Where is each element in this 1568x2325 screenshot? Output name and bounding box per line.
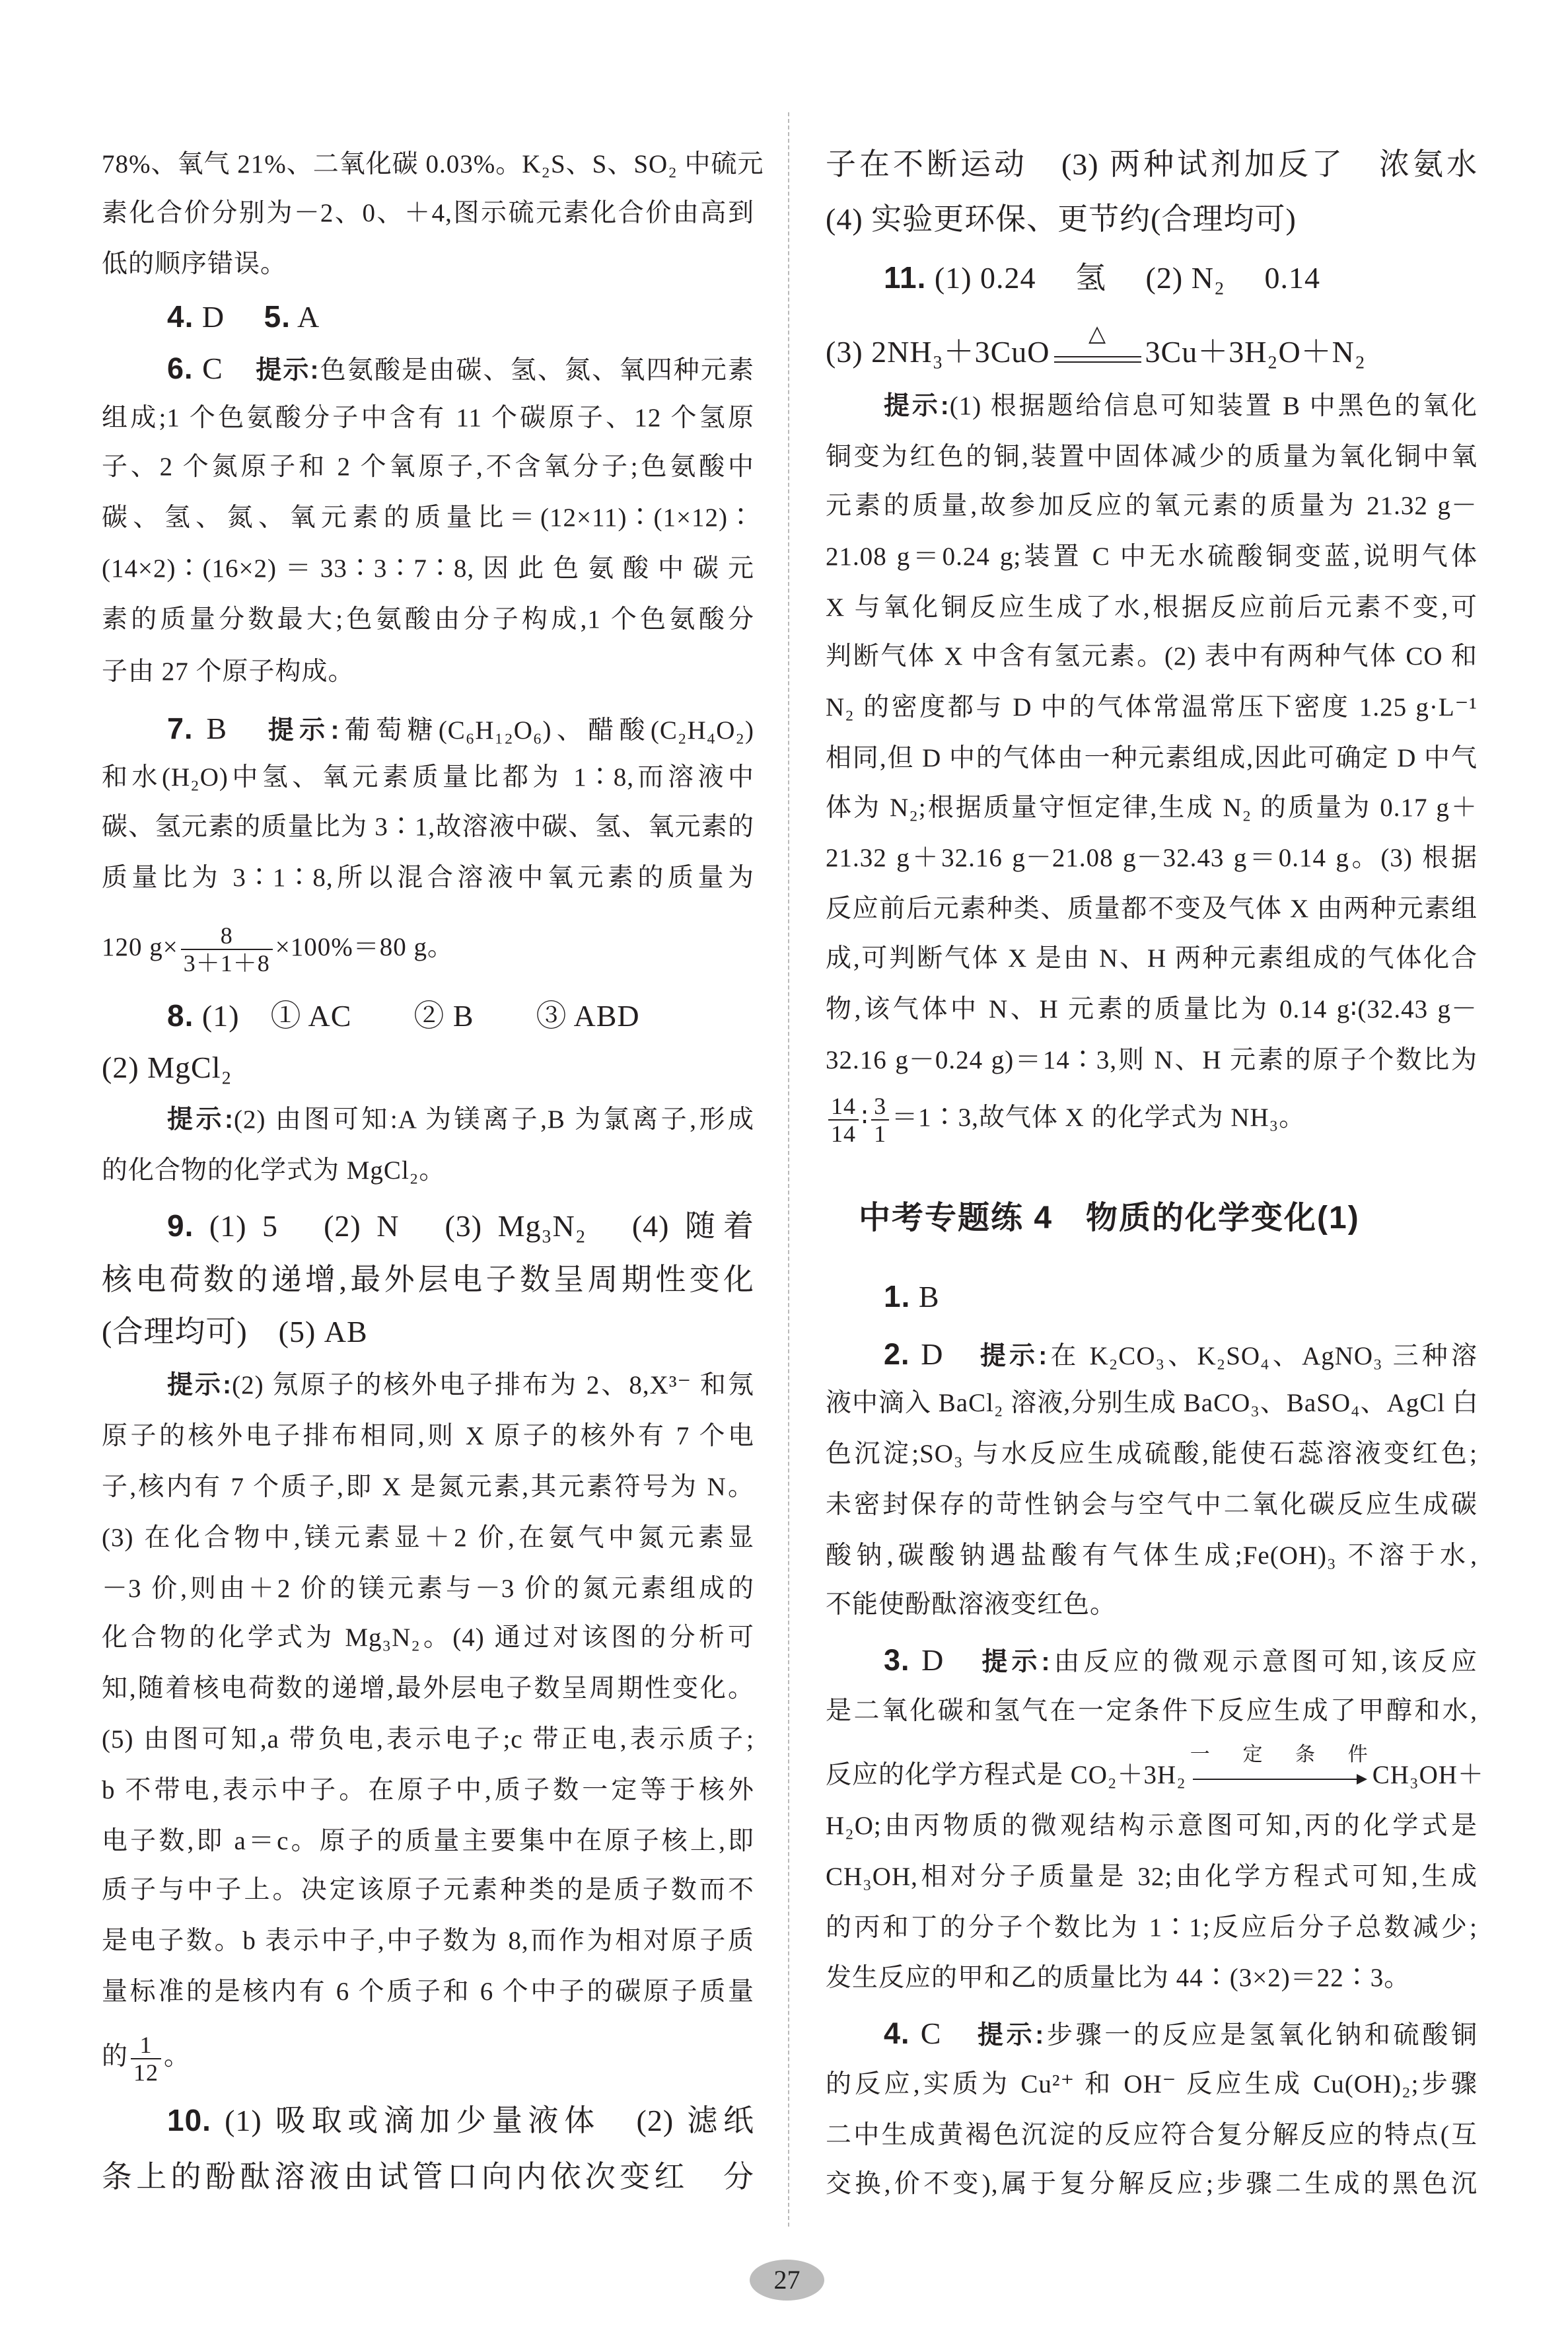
text-line xyxy=(884,256,1478,299)
text-line xyxy=(826,1382,1478,1424)
text-run: 的化合物的化学式为 MgCl₂。 xyxy=(102,1156,446,1185)
text-run: N₂ 的密度都与 D 中的气体常温常压下密度 1.25 g·L⁻¹ xyxy=(826,693,1478,721)
text-run: 反应前后元素种类、质量都不变及气体 X 由两种元素组 xyxy=(826,895,1478,923)
question-number: 9. xyxy=(167,1208,194,1243)
reaction-arrow xyxy=(1190,1744,1369,1790)
fraction-numerator: 14 xyxy=(831,1093,856,1119)
text-run: CH₃OH＋ xyxy=(1372,1761,1484,1789)
text-run: 质量比为 3∶1∶8,所以混合溶液中氧元素的质量为 xyxy=(102,864,754,892)
text-line xyxy=(102,1259,754,1301)
text-line xyxy=(826,1039,1478,1082)
text-run: 的 xyxy=(102,2042,129,2071)
text-run: 色氨酸是由碳、氢、氮、氧四种元素 xyxy=(319,356,754,385)
text-line xyxy=(102,1047,754,1089)
text-run: 成,可判断气体 X 是由 N、H 两种元素组成的气体化合 xyxy=(826,944,1478,973)
text-run: X 与氧化铜反应生成了水,根据反应前后元素不变,可 xyxy=(826,593,1478,622)
question-number: 7. xyxy=(167,712,194,745)
text-line xyxy=(167,348,754,390)
text-line xyxy=(884,385,1478,427)
text-run: 21.32 g＋32.16 g－21.08 g－32.43 g＝0.14 g。(3) 根据 xyxy=(826,844,1478,872)
text-line xyxy=(102,857,754,899)
text-line xyxy=(884,2012,1478,2055)
reaction-condition: 一定条件 xyxy=(1190,1744,1369,1766)
text-line xyxy=(826,988,1478,1031)
question-number: 4. xyxy=(884,2016,910,2050)
text-run: 反应的化学方程式是 CO₂＋3H₂ xyxy=(826,1761,1186,1789)
text-run: 的丙和丁的分子个数比为 1∶1;反应后分子总数减少; xyxy=(826,1913,1478,1942)
text-line xyxy=(167,708,754,750)
hint-label: 提示: xyxy=(977,2021,1045,2049)
text-line xyxy=(102,2032,754,2086)
text-run: 由反应的微观示意图可知,该反应 xyxy=(1050,1648,1478,1676)
text-line xyxy=(826,837,1478,879)
text-run: 是二氧化碳和氢气在一定条件下反应生成了甲醇和水, xyxy=(826,1697,1478,1725)
text-line xyxy=(102,1568,754,1610)
answer-text: B xyxy=(193,712,268,745)
text-line xyxy=(826,787,1478,829)
text-line xyxy=(826,322,1478,373)
text-line xyxy=(826,436,1478,478)
heating-symbol: △ xyxy=(1088,322,1107,347)
column-divider xyxy=(788,112,789,2227)
text-run: 78%、氧气 21%、二氧化碳 0.03%。K₂S、S、SO₂ 中硫元 xyxy=(102,150,764,178)
question-number: 3. xyxy=(884,1643,910,1677)
text-run: 子由 27 个原子构成。 xyxy=(102,657,355,686)
text-line xyxy=(826,1433,1478,1475)
text-line xyxy=(102,651,754,693)
fraction xyxy=(828,1093,859,1147)
text-run: －3 价,则由＋2 价的镁元素与－3 价的氮元素组成的 xyxy=(102,1574,754,1603)
text-run: 交换,价不变),属于复分解反应;步骤二生成的黑色沉 xyxy=(826,2170,1478,2198)
text-line xyxy=(884,1275,1478,1317)
text-run: 素化合价分别为－2、0、＋4,图示硫元素化合价由高到 xyxy=(102,199,754,227)
text-run: 原子的核外电子排布相同,则 X 原子的核外有 7 个电 xyxy=(102,1422,754,1450)
text-line xyxy=(826,1690,1478,1732)
hint-label: 提示: xyxy=(256,356,320,385)
text-line xyxy=(826,888,1478,930)
answer-text: 子在不断运动 (3) 两种试剂加反了 浓氨水 xyxy=(826,147,1478,181)
answer-text: (2) MgCl₂ xyxy=(102,1051,232,1084)
text-run: 步骤一的反应是氢氧化钠和硫酸铜 xyxy=(1044,2021,1478,2049)
text-run: 发生反应的甲和乙的质量比为 44∶(3×2)＝22∶3。 xyxy=(826,1964,1411,1992)
text-line xyxy=(102,757,754,799)
text-line xyxy=(826,143,1478,186)
page-number: 27 xyxy=(750,2260,824,2301)
answer-text: B xyxy=(910,1280,940,1313)
question-number: 11. xyxy=(884,260,927,295)
answer-text: (3) 2NH₃＋3CuO xyxy=(826,335,1050,369)
hint-label: 提示: xyxy=(167,1371,232,1399)
text-line xyxy=(167,2099,754,2141)
text-run: 相同,但 D 中的气体由一种元素组成,因此可确定 D 中气 xyxy=(826,744,1478,772)
text-line xyxy=(826,938,1478,980)
question-number: 5. xyxy=(264,299,291,334)
answer-text: C xyxy=(909,2016,978,2050)
text-line xyxy=(102,397,754,439)
text-line xyxy=(102,143,764,186)
fraction xyxy=(871,1093,889,1147)
fraction-numerator: 1 xyxy=(139,2032,153,2058)
text-run: 素的质量分数最大;色氨酸由分子构成,1 个色氨酸分 xyxy=(102,605,754,634)
answer-text: 条上的酚酞溶液由试管口向内依次变红 分 xyxy=(102,2160,754,2194)
fraction-denominator: 1 xyxy=(871,1119,889,1147)
question-number: 1. xyxy=(884,1279,911,1313)
text-run: 酸钠,碳酸钠遇盐酸有气体生成;Fe(OH)₃ 不溶于水, xyxy=(826,1541,1478,1570)
fraction-numerator: 3 xyxy=(874,1093,887,1119)
text-line xyxy=(884,1639,1478,1681)
text-run: 铜变为红色的铜,装置中固体减少的质量为氧化铜中氧 xyxy=(826,443,1478,471)
hint-label: 提示: xyxy=(980,1342,1048,1370)
text-run: 32.16 g－0.24 g)＝14∶3,则 N、H 元素的原子个数比为 xyxy=(826,1046,1478,1074)
text-run: 葡萄糖(C₆H₁₂O₆)、醋酸(C₂H₄O₂) xyxy=(339,716,754,745)
text-line xyxy=(884,1333,1478,1376)
answer-text: A xyxy=(290,300,320,334)
text-run: 子、2 个氮原子和 2 个氧原子,不含氧分子;色氨酸中 xyxy=(102,453,754,481)
reaction-equals-heating xyxy=(1051,322,1144,368)
text-line xyxy=(826,1584,1478,1626)
text-run: 电子数,即 a＝c。原子的质量主要集中在原子核上,即 xyxy=(102,1827,754,1855)
text-run: 是电子数。b 表示中子,中子数为 8,而作为相对原子质 xyxy=(102,1927,754,1955)
text-run: 碳、氢元素的质量比为 3∶1,故溶液中碳、氢、氧元素的 xyxy=(102,813,754,841)
text-line xyxy=(102,497,754,539)
answer-text: (1) 0.24 氢 (2) N₂ 0.14 xyxy=(926,261,1320,295)
text-line xyxy=(826,2163,1478,2205)
text-line xyxy=(826,1957,1478,1999)
hint-label: 提示: xyxy=(267,716,340,745)
text-line xyxy=(102,1718,754,1761)
text-line xyxy=(167,1099,754,1141)
text-run: 二中生成黄褐色沉淀的反应符合复分解反应的特点(互 xyxy=(826,2121,1478,2149)
text-run: 判断气体 X 中含有氢元素。(2) 表中有两种气体 CO 和 xyxy=(826,642,1478,671)
text-line xyxy=(826,737,1478,780)
text-run: 体为 N₂;根据质量守恒定律,生成 N₂ 的质量为 0.17 g＋ xyxy=(826,793,1478,822)
answer-text: (合理均可) (5) AB xyxy=(102,1315,368,1348)
text-line xyxy=(826,636,1478,678)
text-line xyxy=(167,1204,754,1247)
text-line xyxy=(167,994,754,1037)
fraction xyxy=(181,922,273,977)
text-run: 元素的质量,故参加反应的氧元素的质量为 21.32 g－ xyxy=(826,492,1478,520)
text-run: 的反应,实质为 Cu²⁺ 和 OH⁻ 反应生成 Cu(OH)₂;步骤 xyxy=(826,2070,1478,2098)
text-line xyxy=(102,1920,754,1962)
text-line xyxy=(167,1364,754,1407)
answer-text: D xyxy=(909,1643,982,1677)
text-line xyxy=(826,485,1478,527)
question-number: 2. xyxy=(884,1337,910,1371)
answer-text: 3Cu＋3H₂O＋N₂ xyxy=(1145,335,1366,369)
text-line xyxy=(102,806,754,848)
text-line xyxy=(826,1805,1478,1847)
text-run: 120 g× xyxy=(102,932,178,961)
fraction-denominator: 14 xyxy=(828,1119,859,1147)
text-run: 质子与中子上。决定该原子元素种类的是质子数而不 xyxy=(102,1876,754,1904)
arrow-line xyxy=(1193,1779,1359,1780)
text-run: (3) 在化合物中,镁元素显＋2 价,在氨气中氮元素显 xyxy=(102,1524,754,1552)
text-line xyxy=(102,548,754,590)
hint-label: 提示: xyxy=(884,392,950,420)
text-run: 。 xyxy=(164,2042,191,2071)
text-run: 碳、氢、氮、氧元素的质量比＝(12×11)∶(1×12)∶ xyxy=(102,503,754,532)
question-number: 6. xyxy=(167,351,194,385)
text-line xyxy=(826,536,1478,578)
text-line xyxy=(826,198,1478,240)
text-line xyxy=(826,1535,1478,1577)
text-line xyxy=(102,922,754,977)
text-line xyxy=(102,1820,754,1863)
text-line xyxy=(826,686,1478,729)
text-run: (2) 由图可知:A 为镁离子,B 为氯离子,形成 xyxy=(234,1105,754,1134)
hint-label: 提示: xyxy=(981,1648,1051,1676)
text-line xyxy=(826,1907,1478,1949)
text-line xyxy=(102,1668,754,1710)
text-run: 未密封保存的苛性钠会与空气中二氧化碳反应生成碳 xyxy=(826,1491,1478,1519)
text-run: H₂O;由丙物质的微观结构示意图可知,丙的化学式是 xyxy=(826,1812,1478,1840)
text-line xyxy=(826,2114,1478,2157)
text-run: 子,核内有 7 个质子,即 X 是氮元素,其元素符号为 N。 xyxy=(102,1473,754,1501)
text-run: 量标准的是核内有 6 个质子和 6 个中子的碳原子质量 xyxy=(102,1977,754,2006)
section-heading: 中考专题练 4 物质的化学变化(1) xyxy=(859,1200,1360,1236)
text-run: 和水(H₂O)中氢、氧元素质量比都为 1∶8,而溶液中 xyxy=(102,763,754,792)
text-line xyxy=(826,2063,1478,2106)
answer-text: D xyxy=(909,1337,980,1371)
fraction-numerator: 8 xyxy=(220,922,233,949)
answer-text: (4) 实验更环保、更节约(合理均可) xyxy=(826,202,1297,236)
text-run: (14×2)∶(16×2)＝33∶3∶7∶8,因此色氨酸中碳元 xyxy=(102,554,754,583)
text-line xyxy=(102,1869,754,1911)
answer-text: (1) 吸取或滴加少量液体 (2) 滤纸 xyxy=(211,2104,754,2137)
text-run: ×100%＝80 g。 xyxy=(275,932,454,961)
text-line xyxy=(826,1093,1478,1147)
text-line xyxy=(826,587,1478,629)
text-run: (2) 氖原子的核外电子排布为 2、8,X³⁻ 和氖 xyxy=(232,1371,754,1399)
fraction xyxy=(131,2032,161,2086)
text-run: (1) 根据题给信息可知装置 B 中黑色的氧化 xyxy=(949,392,1478,420)
arrow-head-icon xyxy=(1357,1774,1367,1785)
text-line xyxy=(102,1466,754,1508)
text-line xyxy=(102,1517,754,1559)
text-run: 物,该气体中 N、H 元素的质量比为 0.14 g∶(32.43 g－ xyxy=(826,995,1478,1023)
text-run: 低的顺序错误。 xyxy=(102,250,287,278)
text-run: 组成;1 个色氨酸分子中含有 11 个碳原子、12 个氢原 xyxy=(102,404,754,432)
answer-text: D xyxy=(194,300,264,334)
text-run: 色沉淀;SO₃ 与水反应生成硫酸,能使石蕊溶液变红色; xyxy=(826,1440,1478,1468)
text-line xyxy=(102,1617,754,1659)
answer-text: 核电荷数的递增,最外层电子数呈周期性变化 xyxy=(102,1263,754,1296)
text-run: (5) 由图可知,a 带负电,表示电子;c 带正电,表示质子; xyxy=(102,1725,754,1753)
text-line xyxy=(167,295,754,338)
text-line xyxy=(102,1150,754,1192)
answer-text: (1) 5 (2) N (3) Mg₃N₂ (4) 随着 xyxy=(194,1209,754,1243)
text-run: 液中滴入 BaCl₂ 溶液,分别生成 BaCO₃、BaSO₄、AgCl 白 xyxy=(826,1389,1479,1417)
fraction-denominator: 12 xyxy=(131,2058,161,2086)
text-line xyxy=(102,446,754,488)
text-line xyxy=(102,1971,754,2013)
text-run: CH₃OH,相对分子质量是 32;由化学方程式可知,生成 xyxy=(826,1863,1478,1891)
text-line xyxy=(102,1415,754,1458)
text-line xyxy=(826,1484,1478,1526)
text-line xyxy=(102,243,754,285)
answer-text: C xyxy=(193,351,256,385)
question-number: 8. xyxy=(167,998,194,1033)
text-run: 在 K₂CO₃、K₂SO₄、AgNO₃ 三种溶 xyxy=(1048,1342,1478,1370)
text-run: 21.08 g＝0.24 g;装置 C 中无水硫酸铜变蓝,说明气体 xyxy=(826,542,1478,571)
text-line xyxy=(102,1769,754,1812)
text-run: ＝1∶3,故气体 X 的化学式为 NH₃。 xyxy=(892,1103,1306,1132)
fraction-denominator: 3＋1＋8 xyxy=(181,949,273,977)
question-number: 4. xyxy=(167,299,194,334)
text-line xyxy=(826,1856,1478,1898)
text-run: b 不带电,表示中子。在原子中,质子数一定等于核外 xyxy=(102,1776,754,1804)
text-run: 不能使酚酞溶液变红色。 xyxy=(826,1590,1117,1619)
hint-label: 提示: xyxy=(167,1105,234,1134)
text-line xyxy=(102,1311,754,1353)
double-line xyxy=(1054,356,1141,363)
answer-text: (1) ① AC ② B ③ ABD xyxy=(194,999,640,1033)
text-run: ∶ xyxy=(861,1103,869,1132)
text-line xyxy=(102,192,754,235)
question-number: 10. xyxy=(167,2103,211,2137)
text-run: 化合物的化学式为 Mg₃N₂。(4) 通过对该图的分析可 xyxy=(102,1623,754,1652)
text-line xyxy=(102,599,754,641)
text-run: 知,随着核电荷数的递增,最外层电子数呈周期性变化。 xyxy=(102,1674,754,1703)
text-line xyxy=(102,2156,754,2198)
text-line xyxy=(826,1744,1484,1796)
